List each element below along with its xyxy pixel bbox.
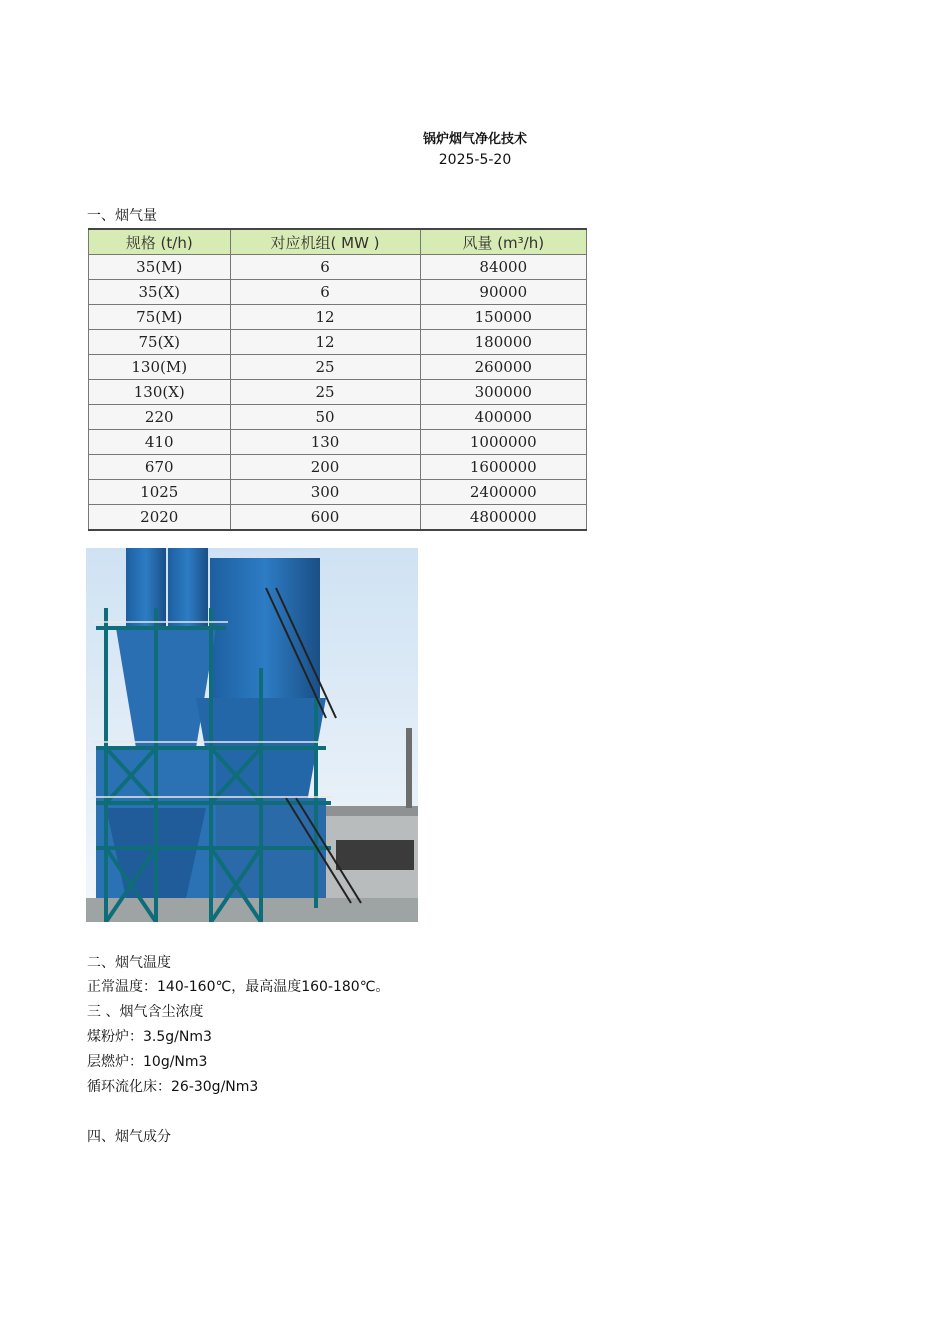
dust-collector-photo: [86, 548, 418, 922]
table-cell: 12: [230, 330, 420, 355]
dust-line-layer-combustion: 层燃炉：10g/Nm3: [87, 1054, 208, 1070]
table-cell: 400000: [420, 405, 586, 430]
section-heading-flue-gas-temperature: 二、烟气温度: [87, 955, 171, 971]
table-row: [89, 355, 587, 380]
table-cell: 130: [230, 430, 420, 455]
table-cell: 180000: [420, 330, 586, 355]
dust-line-cfb: 循环流化床：26-30g/Nm3: [87, 1079, 259, 1095]
flue-gas-volume-table: [88, 228, 587, 531]
table-cell: 130(X): [89, 380, 231, 405]
table-cell: 6: [230, 255, 420, 280]
table-cell: 35(X): [89, 280, 231, 305]
dust-line-pulverized-coal: 煤粉炉：3.5g/Nm3: [87, 1029, 212, 1045]
document-date: 2025-5-20: [438, 152, 512, 168]
section-heading-flue-gas-composition: 四、烟气成分: [87, 1129, 171, 1145]
document-title: 锅炉烟气净化技术: [422, 132, 527, 147]
table-cell: 84000: [420, 255, 586, 280]
table-cell: 35(M): [89, 255, 231, 280]
column-header-capacity: 规格 (t/h): [89, 229, 231, 255]
table-cell: 75(X): [89, 330, 231, 355]
table-cell: 2020: [89, 505, 231, 531]
table-cell: 50: [230, 405, 420, 430]
table-row: [89, 505, 587, 531]
section-heading-dust-concentration: 三 、烟气含尘浓度: [87, 1004, 204, 1020]
table-cell: 25: [230, 380, 420, 405]
industrial-dust-collector-photo-icon: [86, 548, 418, 922]
table-cell: 25: [230, 355, 420, 380]
table-row: [89, 405, 587, 430]
table-cell: 2400000: [420, 480, 586, 505]
table-cell: 1600000: [420, 455, 586, 480]
table-row: [89, 255, 587, 280]
table-cell: 12: [230, 305, 420, 330]
table-cell: 150000: [420, 305, 586, 330]
flue-gas-temperature-text: 正常温度：140-160℃，最高温度160-180℃。: [87, 979, 390, 995]
table-cell: 300000: [420, 380, 586, 405]
table-cell: 670: [89, 455, 231, 480]
table-cell: 6: [230, 280, 420, 305]
table-cell: 1025: [89, 480, 231, 505]
table-cell: 300: [230, 480, 420, 505]
table-row: [89, 330, 587, 355]
table-cell: 600: [230, 505, 420, 531]
table-cell: 410: [89, 430, 231, 455]
table-cell: 220: [89, 405, 231, 430]
table-row: [89, 380, 587, 405]
section-heading-flue-gas-volume: 一、烟气量: [87, 208, 157, 224]
table-row: [89, 455, 587, 480]
table-cell: 4800000: [420, 505, 586, 531]
table-cell: 1000000: [420, 430, 586, 455]
table-cell: 75(M): [89, 305, 231, 330]
table-cell: 90000: [420, 280, 586, 305]
column-header-air-volume: 风量 (m³/h): [420, 229, 586, 255]
table-row: [89, 305, 587, 330]
table-header-row: [89, 229, 587, 255]
table-row: [89, 480, 587, 505]
table-cell: 200: [230, 455, 420, 480]
column-header-unit-mw: 对应机组( MW ): [230, 229, 420, 255]
table-cell: 130(M): [89, 355, 231, 380]
table-cell: 260000: [420, 355, 586, 380]
table-row: [89, 280, 587, 305]
table-row: [89, 430, 587, 455]
